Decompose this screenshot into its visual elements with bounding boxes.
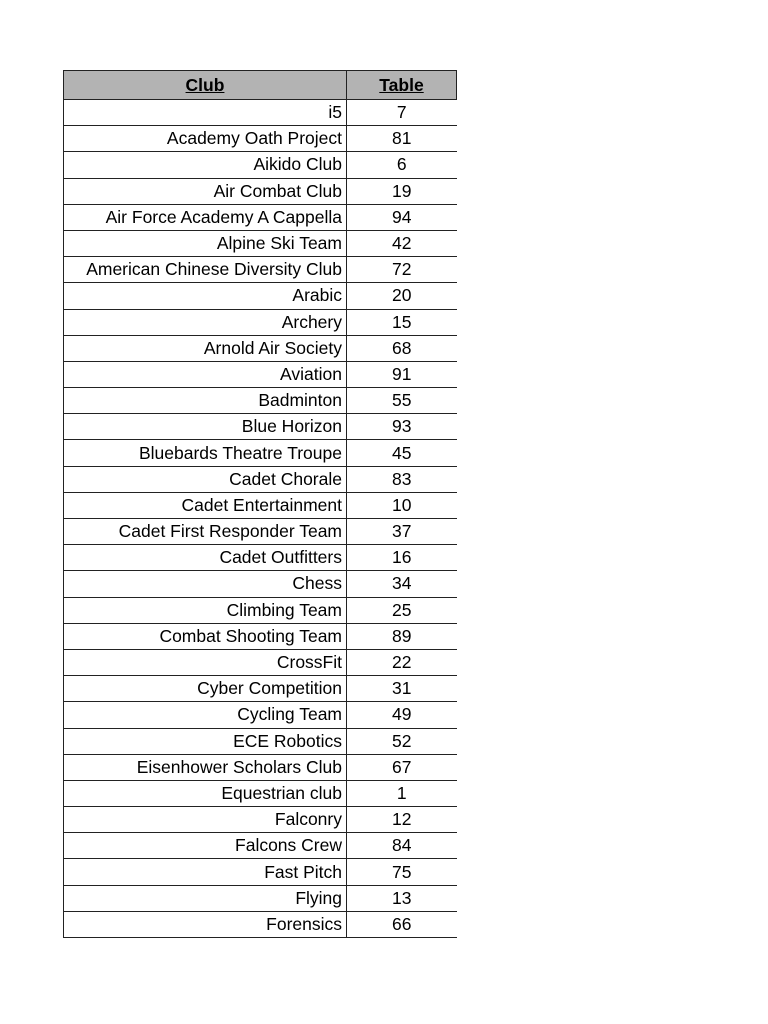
table-row <box>64 807 457 833</box>
table-row <box>64 257 457 283</box>
table-row <box>64 126 457 152</box>
club-name-cell: Eisenhower Scholars Club <box>64 754 347 780</box>
table-number-cell: 55 <box>347 388 457 414</box>
table-number-cell: 25 <box>347 597 457 623</box>
table-row <box>64 414 457 440</box>
table-number-cell: 31 <box>347 676 457 702</box>
club-name-cell: Cyber Competition <box>64 676 347 702</box>
club-name-cell: Climbing Team <box>64 597 347 623</box>
table-number-cell: 93 <box>347 414 457 440</box>
club-name-cell: Air Combat Club <box>64 178 347 204</box>
table-number-cell: 19 <box>347 178 457 204</box>
club-name-cell: CrossFit <box>64 649 347 675</box>
table-row <box>64 335 457 361</box>
club-name-cell: Aviation <box>64 361 347 387</box>
table-row <box>64 492 457 518</box>
table-number-cell: 7 <box>347 100 457 126</box>
club-name-cell: Blue Horizon <box>64 414 347 440</box>
table-row <box>64 885 457 911</box>
club-name-cell: Academy Oath Project <box>64 126 347 152</box>
table-row <box>64 230 457 256</box>
table-header <box>64 71 457 100</box>
table-row <box>64 623 457 649</box>
table-number-cell: 68 <box>347 335 457 361</box>
table-number-cell: 72 <box>347 257 457 283</box>
table-row <box>64 283 457 309</box>
club-name-cell: Falconry <box>64 807 347 833</box>
table-number-cell: 89 <box>347 623 457 649</box>
club-name-cell: American Chinese Diversity Club <box>64 257 347 283</box>
table-row <box>64 309 457 335</box>
table-number-cell: 20 <box>347 283 457 309</box>
club-name-cell: ECE Robotics <box>64 728 347 754</box>
table-row <box>64 388 457 414</box>
club-name-cell: Forensics <box>64 911 347 937</box>
club-name-cell: Badminton <box>64 388 347 414</box>
column-header-club: Club <box>64 71 347 100</box>
table-row <box>64 204 457 230</box>
table-number-cell: 66 <box>347 911 457 937</box>
table-row <box>64 571 457 597</box>
table-row <box>64 361 457 387</box>
table-number-cell: 37 <box>347 519 457 545</box>
table-row <box>64 519 457 545</box>
table-row <box>64 859 457 885</box>
table-number-cell: 45 <box>347 440 457 466</box>
club-name-cell: Cadet First Responder Team <box>64 519 347 545</box>
club-name-cell: Archery <box>64 309 347 335</box>
club-name-cell: Falcons Crew <box>64 833 347 859</box>
table-row <box>64 728 457 754</box>
club-name-cell: Combat Shooting Team <box>64 623 347 649</box>
club-name-cell: i5 <box>64 100 347 126</box>
table-row <box>64 152 457 178</box>
club-name-cell: Chess <box>64 571 347 597</box>
club-name-cell: Cycling Team <box>64 702 347 728</box>
club-name-cell: Air Force Academy A Cappella <box>64 204 347 230</box>
club-name-cell: Bluebards Theatre Troupe <box>64 440 347 466</box>
table-row <box>64 911 457 937</box>
table-number-cell: 91 <box>347 361 457 387</box>
table-number-cell: 75 <box>347 859 457 885</box>
table-number-cell: 13 <box>347 885 457 911</box>
club-name-cell: Cadet Outfitters <box>64 545 347 571</box>
table-row <box>64 833 457 859</box>
table-number-cell: 49 <box>347 702 457 728</box>
table-number-cell: 34 <box>347 571 457 597</box>
club-name-cell: Cadet Chorale <box>64 466 347 492</box>
table-row <box>64 702 457 728</box>
table-number-cell: 6 <box>347 152 457 178</box>
club-name-cell: Arabic <box>64 283 347 309</box>
table-row <box>64 597 457 623</box>
table-row <box>64 178 457 204</box>
club-name-cell: Flying <box>64 885 347 911</box>
table-number-cell: 12 <box>347 807 457 833</box>
table-row <box>64 780 457 806</box>
table-number-cell: 83 <box>347 466 457 492</box>
club-name-cell: Cadet Entertainment <box>64 492 347 518</box>
table-number-cell: 22 <box>347 649 457 675</box>
club-name-cell: Equestrian club <box>64 780 347 806</box>
table-number-cell: 84 <box>347 833 457 859</box>
table-row <box>64 466 457 492</box>
club-name-cell: Aikido Club <box>64 152 347 178</box>
table-number-cell: 16 <box>347 545 457 571</box>
club-table <box>63 70 457 938</box>
column-header-table: Table <box>347 71 457 100</box>
table-number-cell: 1 <box>347 780 457 806</box>
table-number-cell: 10 <box>347 492 457 518</box>
table-number-cell: 52 <box>347 728 457 754</box>
table-row <box>64 676 457 702</box>
table-row <box>64 649 457 675</box>
table-number-cell: 94 <box>347 204 457 230</box>
club-name-cell: Arnold Air Society <box>64 335 347 361</box>
club-table-sheet <box>63 70 456 938</box>
table-row <box>64 440 457 466</box>
header-row <box>64 71 457 100</box>
table-row <box>64 545 457 571</box>
table-number-cell: 67 <box>347 754 457 780</box>
table-number-cell: 15 <box>347 309 457 335</box>
table-number-cell: 42 <box>347 230 457 256</box>
table-body <box>64 100 457 938</box>
table-number-cell: 81 <box>347 126 457 152</box>
table-row <box>64 100 457 126</box>
table-row <box>64 754 457 780</box>
club-name-cell: Alpine Ski Team <box>64 230 347 256</box>
club-name-cell: Fast Pitch <box>64 859 347 885</box>
